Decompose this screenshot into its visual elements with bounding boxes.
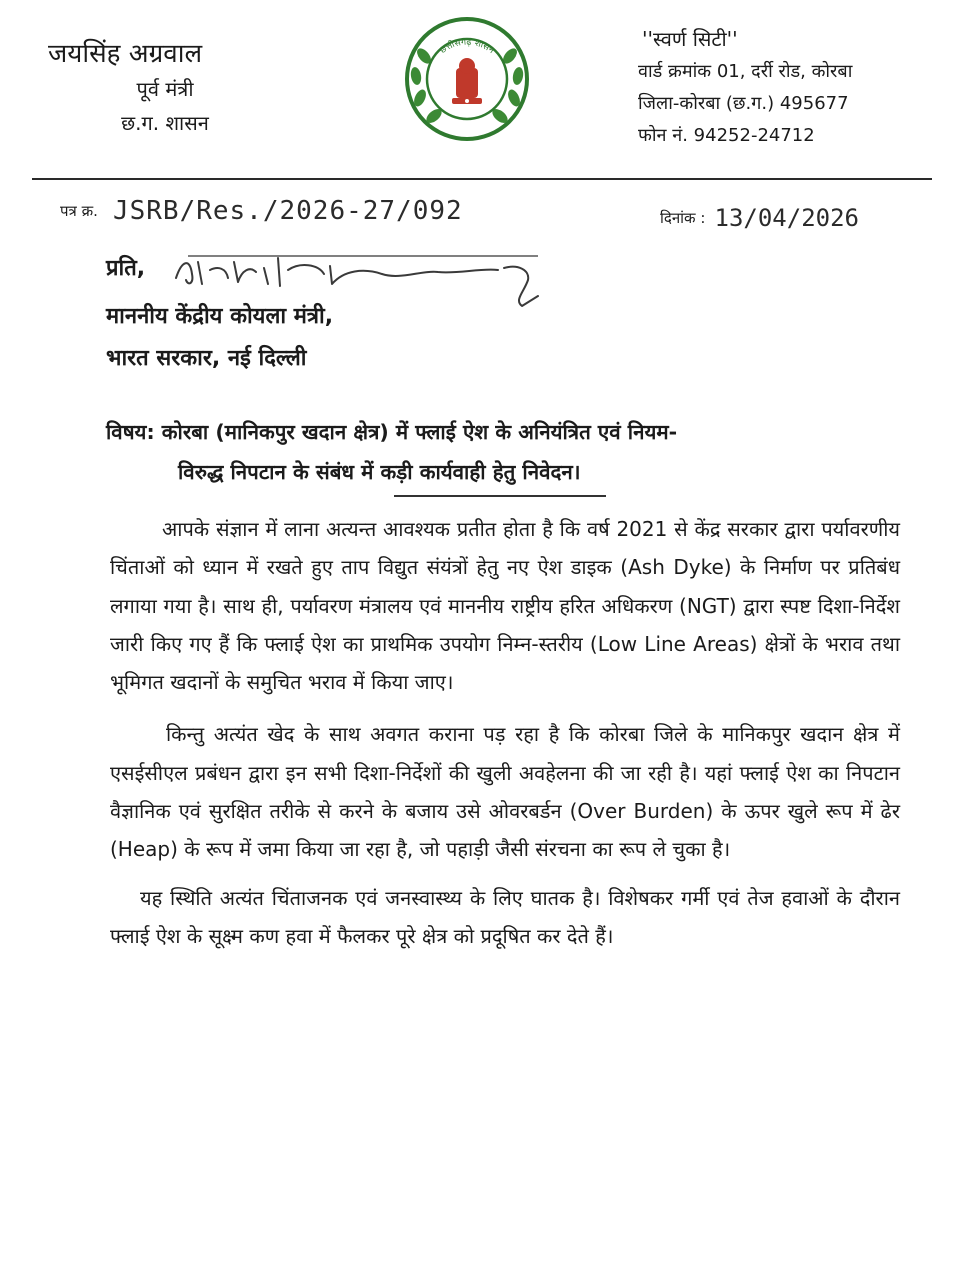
address-line-2: जिला-कोरबा (छ.ग.) 495677	[638, 93, 849, 114]
body-paragraph-2: किन्तु अत्यंत खेद के साथ अवगत कराना पड़ रहा है कि कोरबा जिले के मानिकपुर खदान क्षेत्र में एसईसीएल प्रबंधन द्वारा इन सभी दिशा-निर्देशों की खुली अवहेलना की जा रही है। यहां फ्लाई ऐश का निपटान वैज्ञानिक एवं सुरक्षित तरीके से करने के बजाय उसे ओवरबर्डन (Over Burden) के ऊपर खुले रूप में ढेर (Heap) के रूप में जमा किया जा रहा है, जो पहाड़ी जैसी संरचना का रूप ले चुका है।	[110, 722, 901, 862]
letter-body	[110, 510, 900, 955]
recipient-line-1: माननीय केंद्रीय कोयला मंत्री,	[106, 304, 334, 329]
subject-underline	[394, 495, 606, 497]
reference-number	[60, 196, 463, 226]
address-brand: ''स्वर्ण सिटी''	[642, 27, 738, 51]
state-emblem-logo	[404, 16, 530, 142]
phone-number: फोन नं. 94252-24712	[638, 125, 815, 146]
emblem-text: छत्तीसगढ़ शासन	[438, 37, 496, 57]
letter-date	[660, 204, 859, 232]
date-label: दिनांक :	[660, 209, 706, 227]
address-line-1: वार्ड क्रमांक 01, दर्री रोड, कोरबा	[638, 61, 853, 82]
subject-line-1: विषय: कोरबा (मानिकपुर खदान क्षेत्र) में फ्लाई ऐश के अनियंत्रित एवं नियम-	[106, 420, 678, 444]
ref-value: JSRB/Res./2026-27/092	[112, 196, 463, 226]
subject-line-2: विरुद्ध निपटान के संबंध में कड़ी कार्यवाही हेतु निवेदन।	[178, 460, 581, 484]
recipient-line-2: भारत सरकार, नई दिल्ली	[106, 346, 307, 371]
sender-org: छ.ग. शासन	[121, 111, 209, 135]
body-paragraph-3: यह स्थिति अत्यंत चिंताजनक एवं जनस्वास्थ्य के लिए घातक है। विशेषकर गर्मी एवं तेज हवाओं के दौरान फ्लाई ऐश के सूक्ष्म कण हवा में फैलकर पूरे क्षेत्र को प्रदूषित कर देते हैं।	[110, 885, 900, 948]
date-value: 13/04/2026	[714, 204, 859, 232]
sender-name: जयसिंह अग्रवाल	[48, 39, 203, 69]
sender-block	[30, 36, 290, 140]
body-paragraph-1: आपके संज्ञान में लाना अत्यन्त आवश्यक प्रतीत होता है कि वर्ष 2021 से केंद्र सरकार द्वारा पर्यावरणीय चिंताओं को ध्यान में रखते हुए ताप विद्युत संयंत्रों हेतु नए ऐश डाइक (Ash Dyke) के निर्माण पर प्रतिबंध लगाया गया है। साथ ही, पर्यावरण मंत्रालय एवं माननीय राष्ट्रीय हरित अधिकरण (NGT) द्वारा स्पष्ट दिशा-निर्देश जारी किए गए हैं कि फ्लाई ऐश का प्राथमिक उपयोग निम्न-स्तरीय (Low Line Areas) क्षेत्रों के भराव तथा भूमिगत खदानों के समुचित भराव में किया जाए।	[110, 517, 900, 695]
address-block	[600, 22, 940, 152]
subject-block	[106, 412, 906, 492]
recipient-block	[106, 296, 333, 380]
to-label: प्रति,	[106, 256, 146, 281]
header-divider	[32, 178, 932, 180]
ref-label: पत्र क्र.	[60, 202, 98, 220]
sender-title: पूर्व मंत्री	[136, 77, 194, 101]
